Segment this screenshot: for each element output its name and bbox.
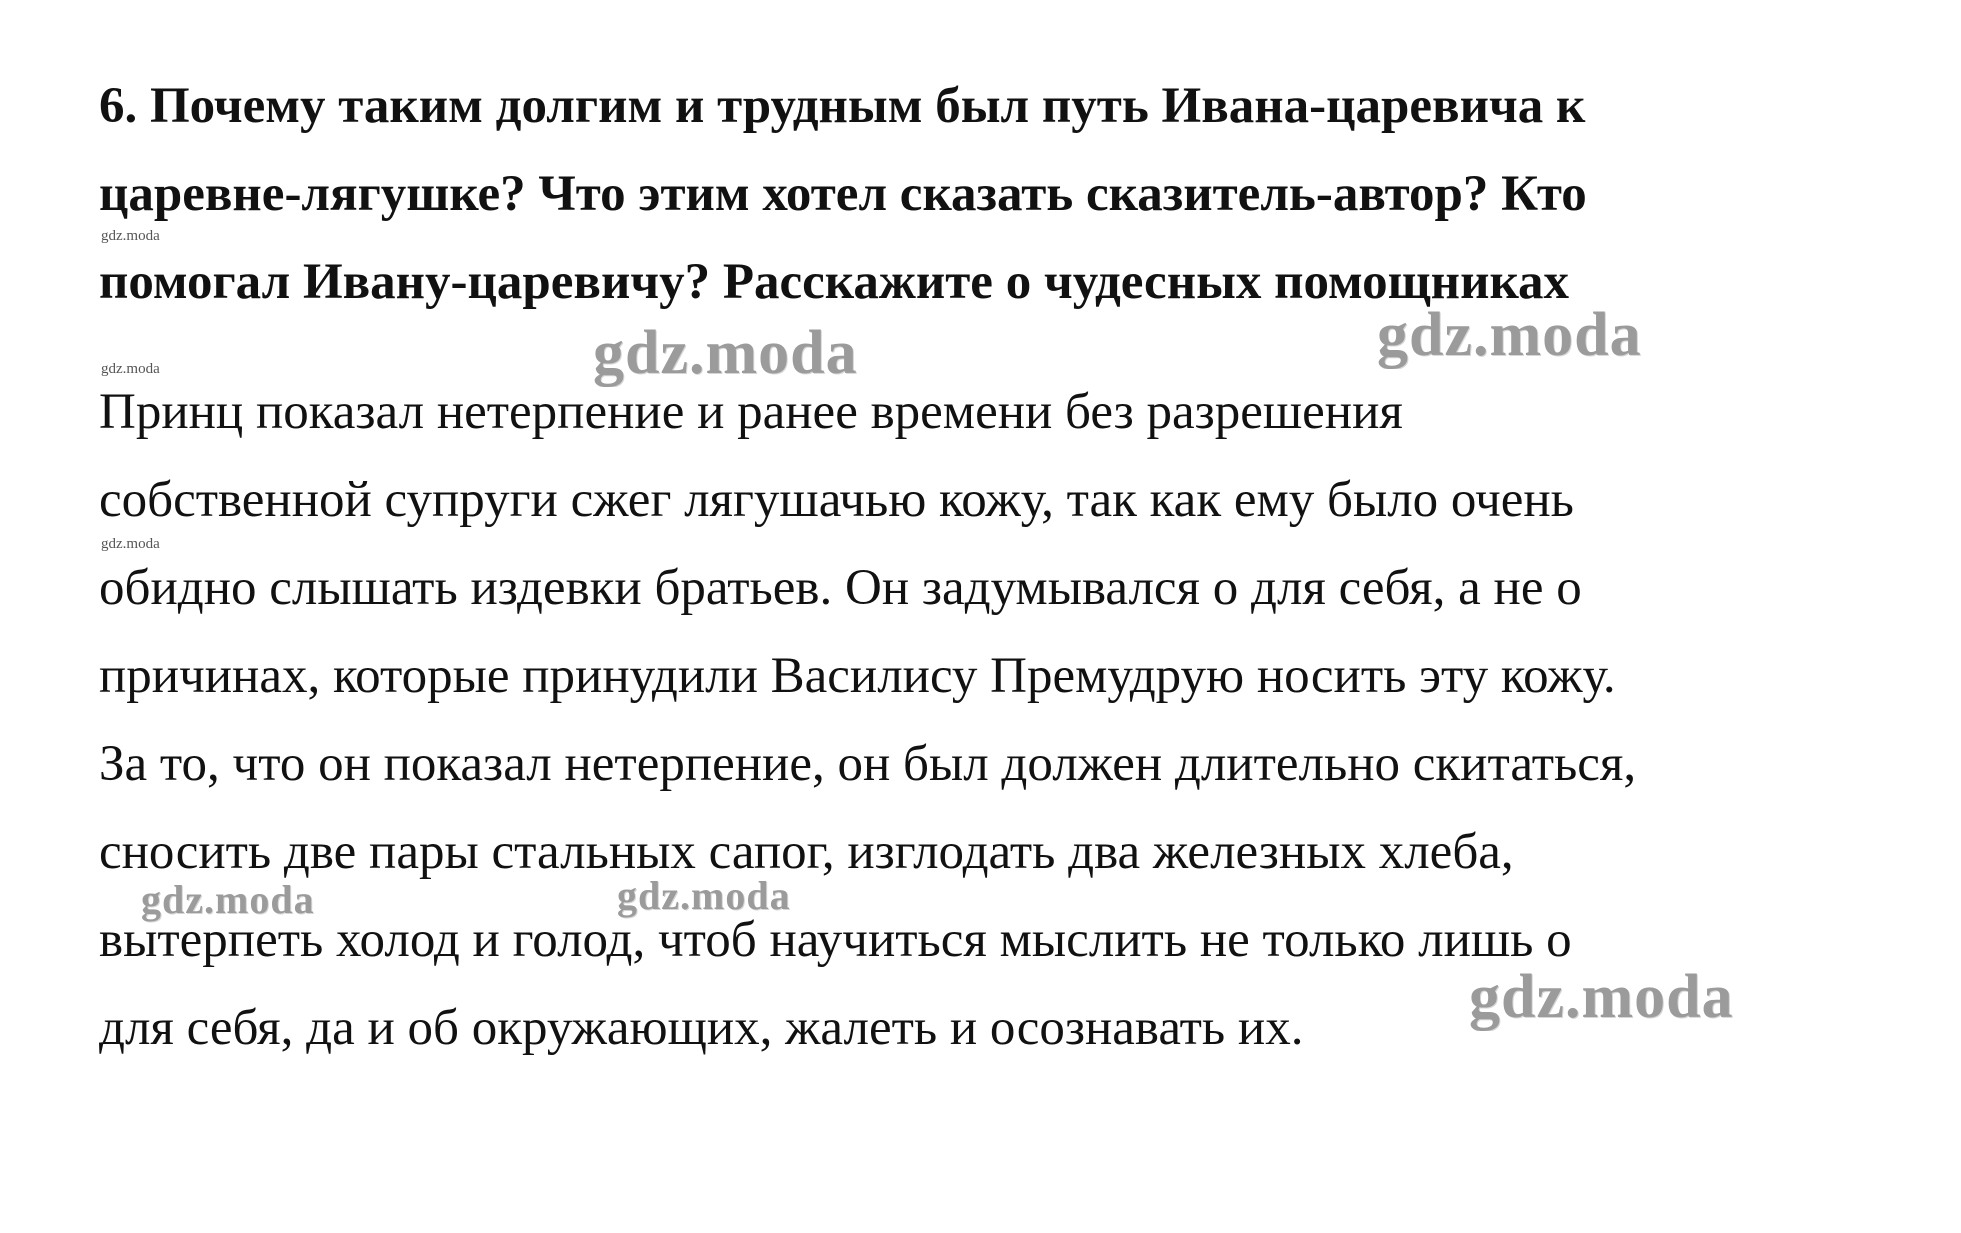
watermark-small: gdz.moda: [101, 228, 160, 244]
answer-line: вытерпеть холод и голод, чтоб научиться мыслить не только лишь о: [99, 912, 1572, 968]
watermark-small: gdz.moda: [101, 361, 160, 377]
question-line: 6. Почему таким долгим и трудным был путь Ивана-царевича к: [99, 78, 1586, 134]
watermark-large: gdz.moda: [1469, 963, 1734, 1031]
watermark-large: gdz.moda: [617, 873, 791, 918]
watermark-large: gdz.moda: [593, 319, 858, 387]
answer-line: обидно слышать издевки братьев. Он задумывался о для себя, а не о: [99, 560, 1582, 616]
watermark-small: gdz.moda: [101, 536, 160, 552]
watermark-large: gdz.moda: [141, 877, 315, 922]
answer-line: сносить две пары стальных сапог, изглодать два железных хлеба,: [99, 824, 1514, 880]
answer-line: Принц показал нетерпение и ранее времени без разрешения: [99, 384, 1403, 440]
answer-line: За то, что он показал нетерпение, он был должен длительно скитаться,: [99, 736, 1637, 792]
question-line: царевне-лягушке? Что этим хотел сказать сказитель-автор? Кто: [99, 166, 1587, 222]
answer-line: собственной супруги сжег лягушачью кожу, так как ему было очень: [99, 472, 1574, 528]
question-line: помогал Ивану-царевичу? Расскажите о чудесных помощниках: [99, 254, 1570, 310]
answer-line: причинах, которые принудили Василису Премудрую носить эту кожу.: [99, 648, 1616, 704]
question-text: [99, 62, 1889, 326]
watermark-large: gdz.moda: [1377, 301, 1642, 369]
answer-line: для себя, да и об окружающих, жалеть и осознавать их.: [99, 1000, 1304, 1056]
